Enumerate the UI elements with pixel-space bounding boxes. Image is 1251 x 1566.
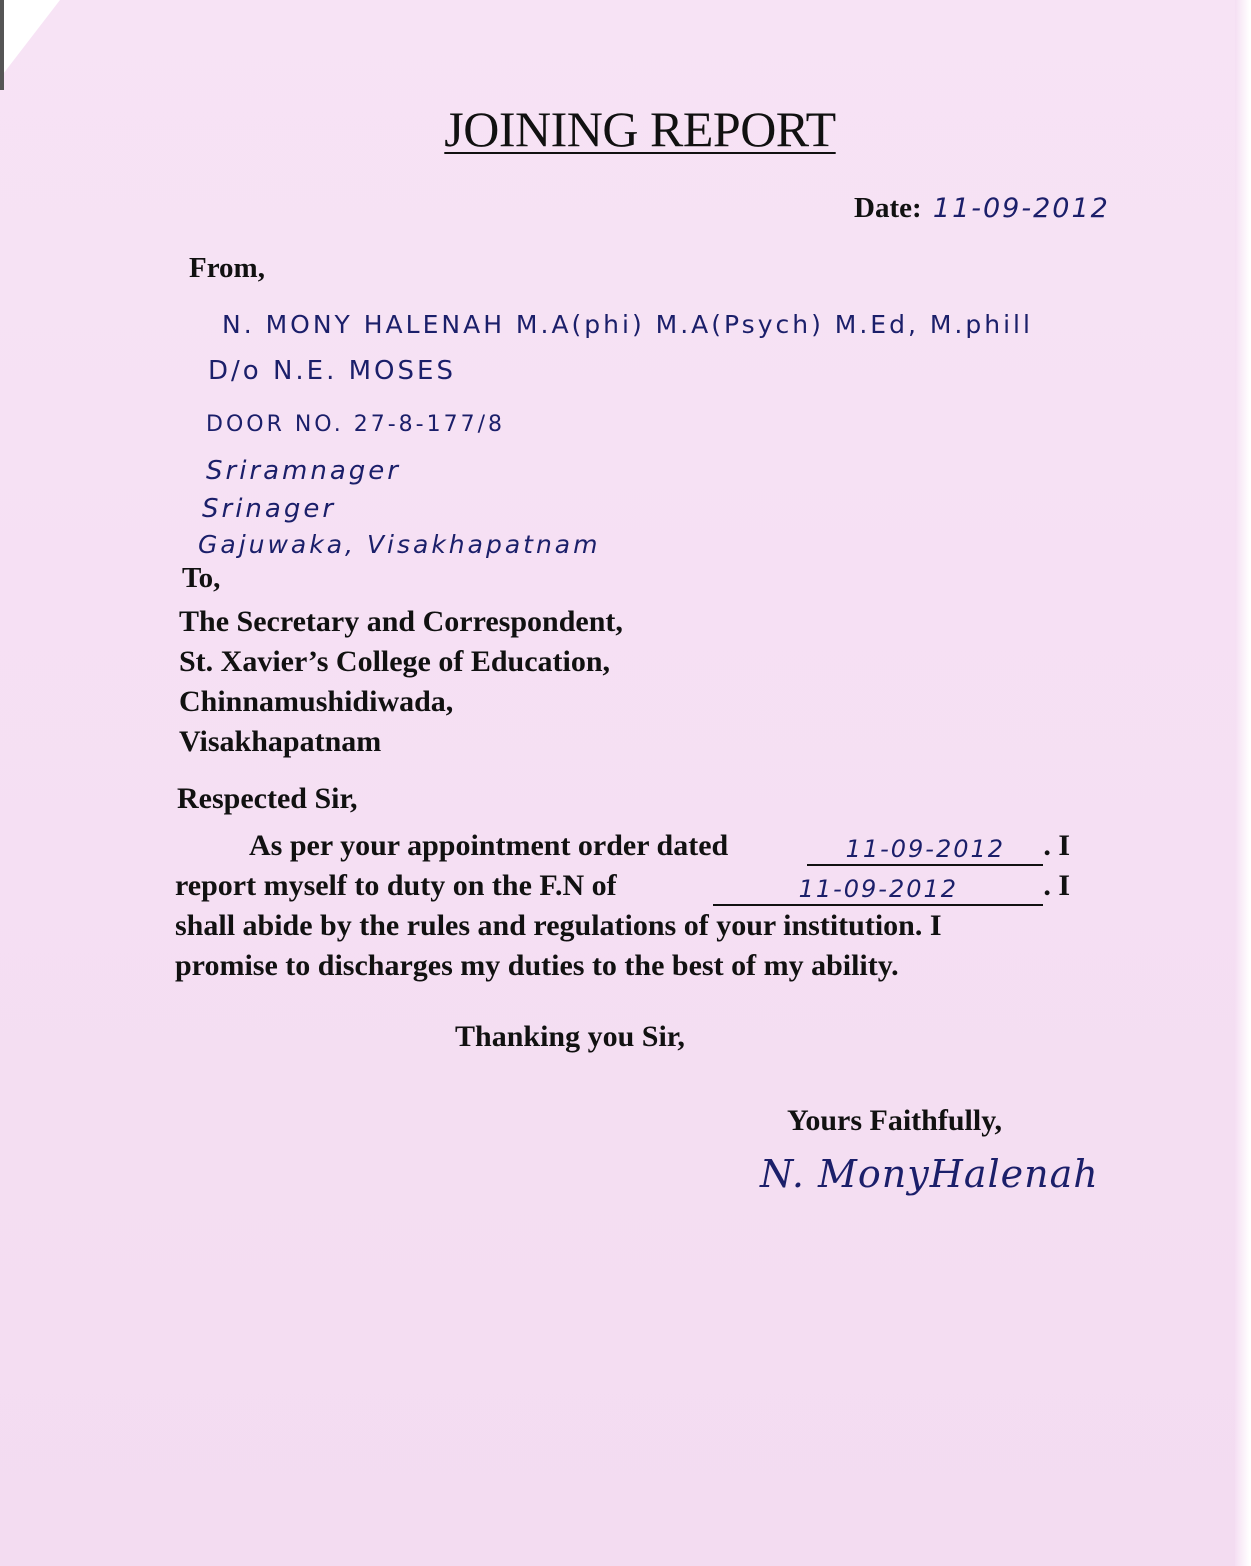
sender-door-no: DOOR NO. 27-8-177/8 — [206, 412, 505, 437]
body-text: promise to discharges my duties to the best of my ability. — [175, 949, 899, 982]
thanking-line: Thanking you Sir, — [455, 1020, 685, 1053]
scan-edge — [1235, 0, 1251, 1566]
body-paragraph — [175, 826, 1070, 986]
folded-corner — [0, 0, 60, 78]
date-label: Date: — [854, 192, 922, 224]
recipient-line: The Secretary and Correspondent, — [179, 605, 623, 638]
corner-shadow — [0, 0, 4, 90]
sender-locality: Sriramnager — [206, 456, 401, 486]
recipient-line: Visakhapatnam — [179, 725, 382, 758]
recipient-address — [179, 602, 623, 762]
sender-parent: D/o N.E. MOSES — [208, 356, 456, 386]
body-text: . I — [1043, 829, 1070, 862]
body-text: As per your appointment order dated — [249, 829, 729, 862]
recipient-line: Chinnamushidiwada, — [179, 685, 454, 718]
body-text: shall abide by the rules and regulations of your institution. I — [175, 909, 942, 942]
signature: N. MonyHalenah — [760, 1152, 1099, 1196]
duty-date-field: 11-09-2012 — [713, 874, 1043, 906]
document-title: JOINING REPORT — [444, 101, 836, 157]
salutation: Respected Sir, — [177, 782, 358, 815]
order-date-field: 11-09-2012 — [807, 834, 1043, 866]
date-row — [854, 192, 1110, 225]
from-label: From, — [189, 252, 265, 284]
body-line — [175, 946, 1070, 986]
sender-name: N. MONY HALENAH M.A(phi) M.A(Psych) M.Ed, M.phill — [222, 310, 1033, 339]
body-text: report myself to duty on the F.N of — [175, 869, 617, 902]
date-value: 11-09-2012 — [932, 193, 1110, 224]
sender-city: Gajuwaka, Visakhapatnam — [198, 530, 601, 559]
sender-area: Srinager — [202, 494, 337, 524]
closing-line: Yours Faithfully, — [787, 1104, 1003, 1137]
body-line — [175, 826, 1070, 866]
body-text: . I — [1043, 869, 1070, 902]
recipient-line: St. Xavier’s College of Education, — [179, 645, 611, 678]
body-line — [175, 866, 1070, 906]
to-label: To, — [182, 562, 221, 594]
body-line — [175, 906, 1070, 946]
